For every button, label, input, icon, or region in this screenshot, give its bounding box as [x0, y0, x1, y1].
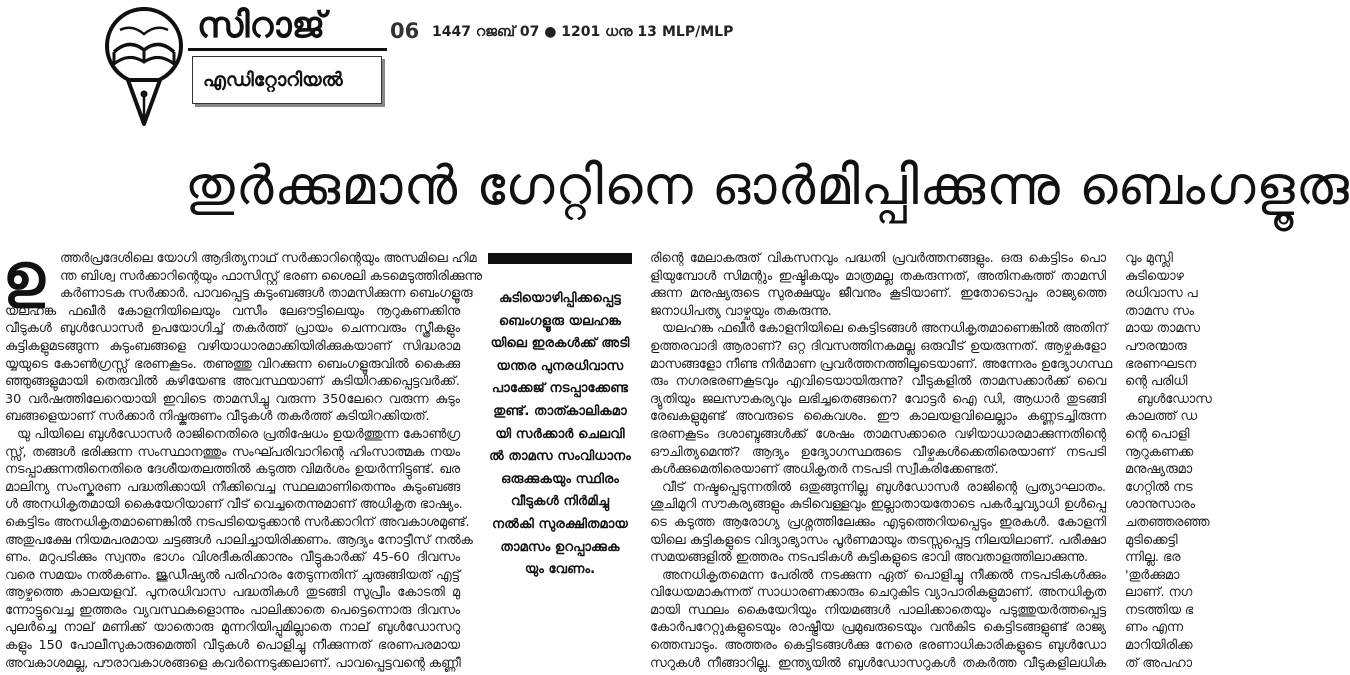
text-line: ന്റെ പൊളി	[1125, 426, 1190, 442]
text-line: ഗേറ്റിൽ നട	[1125, 479, 1193, 495]
paragraph	[650, 250, 1106, 320]
text-line: യിലെ കുട്ടികളുടെ വിദ്യാഭ്യാസം പൂർണമായും തടസ്സപ്പെട്ട നിലയിലാണ്. പരീക്ഷാ	[650, 532, 1106, 548]
text-line: യ്യയുടെ കോൺഗ്രസ്സ് ഭരണകൂടം. തണുത്തു വിറക്കുന്ന ബെംഗളൂരുവിൽ കൈക്കു	[5, 356, 460, 372]
text-line: രും നഗരഭരണകൂടവും എവിടെയായിരുന്നു? വീടുകളിൽ താമസക്കാർക്ക് വൈ	[650, 374, 1106, 390]
text-line: ആഴ്ചത്തെ കാലയളവ്. പുനരധിവാസ പദ്ധതികൾ തുടങ്ങി സുപ്രീം കോടതി മു	[5, 585, 460, 601]
body-column-2	[650, 250, 1112, 672]
text-line: യന്തര പുനരധിവാസ	[496, 358, 624, 374]
text-line: കുട്ടികളുമടങ്ങുന്ന കുടുംബങ്ങളെ വഴിയാധാരമാക്കിയിരിക്കുകയാണ് സിദ്ധരാമ	[5, 338, 460, 354]
text-line: ന്നോട്ടുവെച്ച ഇത്തരം വ്യവസ്ഥകളൊന്നും പാലിക്കാതെ പെട്ടെന്നൊരു ദിവസം	[5, 602, 460, 618]
paragraph	[1125, 391, 1212, 673]
text-line: ളിയുമ്പോൾ സിമന്റും ഇഷ്ടികയും മാത്രമല്ല തകരുന്നത്, അതിനകത്ത് താമസി	[650, 268, 1106, 284]
text-line: ജനാധിപത്യ വാഴ്ചയും തകരുന്നു.	[650, 303, 832, 319]
text-line: ന്നില്ല. ഭര	[1125, 550, 1181, 566]
section-label: എഡിറ്റോറിയൽ	[203, 69, 343, 91]
text-line: സമയങ്ങളിൽ ഇത്തരം നടപടികൾ കുട്ടികളുടെ ഭാവി അവതാളത്തിലാക്കുന്നു.	[650, 550, 1089, 566]
text-line: അതുപക്ഷേ നിയമപരമായ ചട്ടങ്ങൾ പാലിച്ചായിരിക്കണം. ആദ്യം നോട്ടീസ് നൽക	[5, 532, 473, 548]
text-line: നടത്തിയ ഭ	[1125, 602, 1194, 618]
text-line: യിലെ ഇരകൾക്ക് അടി	[490, 336, 630, 352]
text-line: ന്റെ പരിധി	[1125, 374, 1188, 390]
text-line: ലാണ്. നഗ	[1125, 585, 1193, 601]
text-line: 'തുർക്കുമാ	[1125, 567, 1180, 583]
text-line: കളും 150 പോലീസുകാരുമെത്തി വീടുകൾ പൊളിച്ചു നീക്കുന്നത് ഭരണപരമായ	[5, 638, 460, 654]
text-line: കോർപറേറ്റുകളുടെയും രാഷ്ട്രീയ പ്രമുഖരുടെയും വൻകിട കെട്ടിടങ്ങളുണ്ട് രാജ്യ	[650, 620, 1106, 636]
text-line: വും മുസ്ലി	[1125, 251, 1173, 266]
text-line: ത്തർപ്രദേശിലെ യോഗി ആദിത്യനാഥ് സർക്കാറിന്റെയും അസമിലെ ഹിമ	[60, 251, 477, 266]
text-line: വീടുകൾ ബുൾഡോസർ ഉപയോഗിച്ച് തകർത്ത് പ്രായം ചെന്നവരും സ്ത്രീകളും	[5, 321, 460, 337]
text-line: ദ്യുതിയും ജലസൗകര്യവും ലഭിച്ചതെങ്ങനെ? വോട്ടർ ഐ ഡി, ആധാർ തുടങ്ങി	[650, 391, 1106, 407]
text-line: നൂറുകണക്ക	[1125, 444, 1194, 460]
text-line: ശുചിമുറി സൗകര്യങ്ങളും കുടിവെള്ളവും ഇല്ലാതായതോടെ പകർച്ചവ്യാധി ഉൾപ്പെ	[650, 497, 1106, 513]
edition-code: MLP/MLP	[662, 24, 734, 40]
section-label-box	[192, 56, 382, 104]
text-line: 30 വർഷത്തിലേറെയായി ഇവിടെ താമസിച്ചു വരുന്ന 350ലേറെ വരുന്ന കുടും	[5, 391, 460, 407]
text-line: സറുകൾ നീങ്ങാറില്ല. ഇന്ത്യയിൽ ബുൾഡോസറുകൾ തകർത്ത വീടുകളിലധിക	[650, 655, 1106, 671]
text-line: ത്തെമ്പാടും. അത്തരം കെട്ടിടങ്ങൾക്കു നേരെ ഭരണാധികാരികളുടെ ബുൾഡോ	[650, 638, 1106, 654]
text-line: താമസം ഉറപ്പാക്കുക	[500, 539, 620, 555]
masthead-title: സിറാജ്	[197, 5, 326, 46]
text-line: കെട്ടിടം അനധികൃതമാണെങ്കിൽ നടപടിയെടുക്കാൻ സർക്കാറിന് അവകാശമുണ്ട്.	[5, 514, 470, 530]
text-line: ഒരുക്കുകയും സ്ഥിരം	[501, 471, 619, 487]
text-line: ഭരണഘടന	[1125, 356, 1196, 372]
text-line: പൗരന്മാരു	[1125, 338, 1187, 354]
text-line: വരെ സമയം നൽകണം. ജുഡീഷ്യൽ പരിഹാരം തേടുന്നതിന് ചുരുങ്ങിയത് എട്ട്	[5, 567, 460, 583]
text-line: മനുഷ്യരുമാ	[1125, 462, 1193, 478]
text-line: ബുൾഡോസ	[1137, 391, 1212, 407]
pull-quote	[486, 288, 634, 582]
paragraph	[1125, 250, 1199, 391]
paragraph	[650, 567, 1106, 673]
text-line: യലഹങ്ക ഫഖീർ കോളനിയിലെയും വസീം ലേഔട്ടിലെയും നൂറുകണക്കിനു	[5, 303, 460, 319]
text-line: വിധേയമാകുന്നത് സാധാരണക്കാരും ചെറുകിട വ്യാപാരികളുമാണ്. അനധികൃത	[650, 585, 1106, 601]
text-line: നൽകി സുരക്ഷിതമായ	[492, 516, 628, 532]
text-line: കൾക്കുമെതിരെയാണ് അധികൃതർ നടപടി സ്വീകരിക്കേണ്ടത്.	[650, 462, 999, 478]
text-line: ചതഞ്ഞരഞ്ഞ	[1125, 514, 1210, 530]
text-line: മായ താമസ	[1125, 321, 1200, 337]
text-line: രധിവാസ പ	[1125, 286, 1198, 302]
paragraph	[5, 250, 482, 426]
drop-cap: ഉ	[3, 241, 45, 309]
text-line: ന്ത ബിശ്വ സർക്കാറിന്റെയും ഫാസിസ്റ്റ് ഭരണ ശൈലി കടമെടുത്തിരിക്കുന്നു	[60, 268, 482, 284]
paragraph	[486, 288, 634, 582]
pull-quote-bar	[488, 253, 632, 264]
text-line: യലഹങ്ക ഫഖീർ കോളനിയിലെ കെട്ടിടങ്ങൾ അനധികൃതമാണെങ്കിൽ അതിന്	[662, 321, 1108, 337]
text-line: താമസ സം	[1125, 303, 1194, 319]
text-line: കർണാടക സർക്കാർ. പാവപ്പെട്ട കുടുംബങ്ങൾ താമസിക്കുന്ന ബെംഗളൂരു	[60, 286, 473, 302]
text-line: ബെംഗളൂരു യലഹങ്ക	[498, 313, 622, 329]
text-line: ടെ കടുത്ത ആരോഗ്യ പ്രശ്നത്തിലേക്കും എടുത്തെറിയപ്പെടും ഇരകൾ. കോളനി	[650, 514, 1106, 530]
text-line: മുടിക്കെട്ടി	[1125, 532, 1178, 548]
text-line: കുടിയൊഴ	[1125, 268, 1184, 284]
text-line: തുണ്ട്. താത്കാലികമാ	[493, 403, 627, 419]
text-line: പാക്കേജ് നടപ്പാക്കേണ്ട	[491, 381, 629, 397]
text-line: യി സർക്കാർ ചെലവി	[495, 426, 625, 442]
text-line: അനധികൃതമെന്ന പേരിൽ നടക്കുന്ന ഏത് പൊളിച്ചു നീക്കൽ നടപടികൾക്കും	[662, 567, 1106, 583]
text-line: മാറിയിരിക്ക	[1125, 638, 1193, 654]
body-column-1	[5, 250, 482, 672]
text-line: സ്സ്, തങ്ങൾ ഭരിക്കുന്ന സംസ്ഥാനത്തും സംഘ്പരിവാറിന്റെ ഹിംസാത്മക നയം	[5, 444, 460, 460]
text-line: ൾ അനധികൃതമായി കൈയേറിയാണ് വീട് വെച്ചതെന്നുമാണ് അധികൃത ഭാഷ്യം.	[5, 497, 463, 513]
paragraph	[650, 320, 1112, 478]
text-line: മാലിന്യ സംസ്കരണ പദ്ധതിക്കായി നീക്കിവെച്ച സ്ഥലമാണിതെന്നും കുടുംബങ്ങ	[5, 479, 460, 495]
text-line: ഭരണകൂടം ദശാബ്ദങ്ങൾക്ക് ശേഷം താമസക്കാരെ വഴിയാധാരമാക്കുന്നതിന്റെ	[650, 426, 1106, 442]
text-line: ബങ്ങളെയാണ് സർക്കാർ നിഷ്കരുണം വീടുകൾ തകർത്ത് കുടിയിറക്കിയത്.	[5, 409, 430, 425]
page-number: 06	[390, 19, 420, 43]
text-line: യു പിയിലെ ബുൾഡോസർ രാജിനെതിരെ പ്രതിഷേധം ഉയർത്തുന്ന കോൺഗ്ര	[17, 426, 460, 442]
text-line: അവകാശമല്ല, പൗരാവകാശങ്ങളെ കവർന്നെടുക്കലാണ്. പാവപ്പെട്ടവന്റെ കണ്ണീ	[5, 655, 461, 671]
text-line: ഉത്തരവാദി ആരാണ്? ഒറ്റ ദിവസത്തിനകമല്ല ഒരുവീട് ഉയരുന്നത്. ആഴ്ചകളോ	[650, 338, 1106, 354]
text-line: കുടിയൊഴിപ്പിക്കപ്പെട്ട	[499, 291, 621, 306]
text-line: വീട് നഷ്ടപ്പെടുന്നതിൽ ഒതുങ്ങുന്നില്ല ബുൾഡോസർ രാജിന്റെ പ്രത്യാഘാതം.	[662, 479, 1106, 495]
text-line: ൽ താമസ സംവിധാനം	[489, 449, 631, 465]
text-line: മായി സ്ഥലം കൈയേറിയും നിയമങ്ങൾ പാലിക്കാതെയും പടുത്തുയർത്തപ്പെട്ട	[650, 602, 1106, 618]
text-line: പുലർച്ചെ നാല് മണിക്ക് യാതൊരു മുന്നറിയിപ്പുമില്ലാതെ നാല് ബുൾഡോസറു	[5, 620, 460, 636]
text-line: ക്കുന്ന മനുഷ്യരുടെ സുരക്ഷയും ജീവനും കൂടിയാണ്. ഇതോടൊപ്പം രാജ്യത്തെ	[650, 286, 1106, 302]
body-column-3-partial	[1125, 250, 1212, 672]
text-line: കാലത്ത് ഡ	[1125, 409, 1197, 425]
text-line: ണം എന്ന	[1125, 620, 1183, 636]
text-line: ശാനുസാരം	[1125, 497, 1195, 513]
text-line: രേഖകളുമുണ്ട് അവരുടെ കൈവശം. ഈ കാലയളവിലെല്ലാം കണ്ണടച്ചിരുന്ന	[650, 409, 1106, 425]
paragraph	[650, 479, 1106, 567]
masthead-rule	[188, 48, 387, 51]
text-line: ഔചിത്യമെന്ത്? ആദ്യം ഉദ്യോഗസ്ഥരുടെ വീഴ്ചകൾക്കെതിരെയാണ് നടപടി	[650, 444, 1106, 460]
editorial-headline: തുർക്കുമാൻ ഗേറ്റിനെ ഓർമിപ്പിക്കുന്നു ബെംഗളൂരു	[185, 154, 1350, 217]
text-line: ഞ്ഞുങ്ങളുമായി തെരുവിൽ കഴിയേണ്ട അവസ്ഥയാണ് കുടിയിറക്കപ്പെട്ടവർക്ക്.	[5, 374, 460, 390]
text-line: വീടുകൾ നിർമിച്ചു	[510, 494, 610, 510]
paragraph	[5, 426, 473, 672]
text-line: രിന്റെ മേലാകരുത് വികസനവും പദ്ധതി പ്രവർത്തനങ്ങളും. ഒരു കെട്ടിടം പൊ	[650, 251, 1106, 266]
text-line: ണം. മറുപടിക്കും സ്വന്തം ഭാഗം വിശദീകരിക്കാനും വീട്ടുകാർക്ക് 45-60 ദിവസം	[5, 550, 460, 566]
text-line: ത് അപഹാ	[1125, 655, 1192, 671]
text-line: നടപ്പാക്കുന്നതിനെതിരെ ദേശീയതലത്തിൽ കടുത്ത വിമർശം ഉയർന്നിട്ടുണ്ട്. ഖര	[5, 462, 460, 478]
pen-nib-book-logo-icon	[100, 2, 188, 128]
text-line: യും വേണം.	[524, 562, 596, 578]
text-line: മാസങ്ങളോ നീണ്ട നിർമാണ പ്രവർത്തനത്തിലൂടെയാണ്. അന്നേരം ഉദ്യോഗസ്ഥ	[650, 356, 1112, 372]
issue-date: 1447 റജബ് 07 ● 1201 ധനു 13	[432, 24, 657, 40]
